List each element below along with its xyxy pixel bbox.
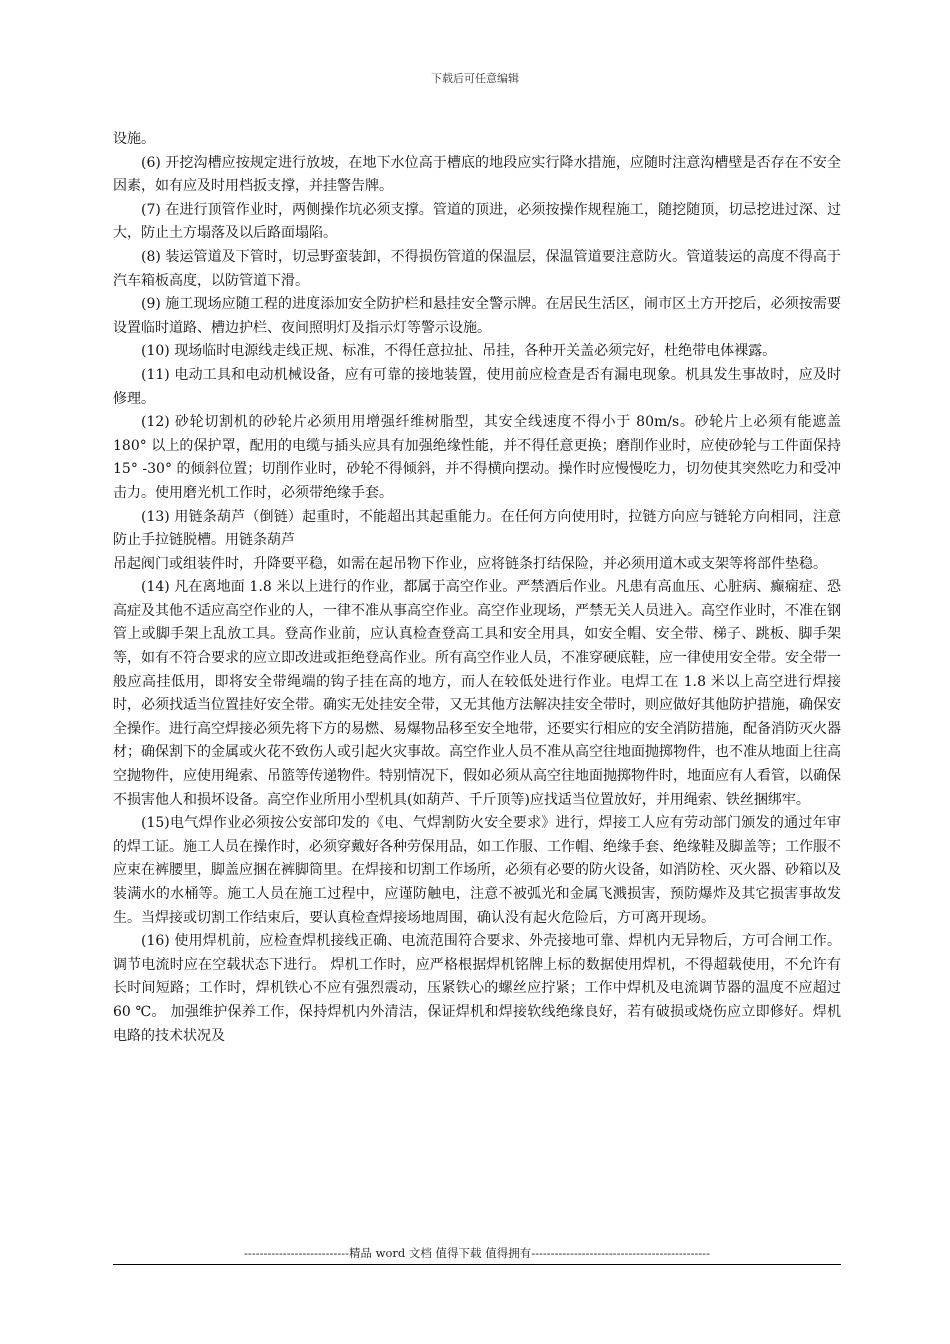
paragraph: (14) 凡在离地面 1.8 米以上进行的作业，都属于高空作业。严禁酒后作业。凡患有高血压、心脏病、癫痫症、恐高症及其他不适应高空作业的人，一律不准从事高空作业。高空作业现场，严禁无关人员进入。高空作业时，不准在钢管上或脚手架上乱放工具。登高作业前，应认真检查登高工具和安全用具，如安全帽、安全带、梯子、跳板、脚手架等，如有不符合要求的应立即改进或拒绝登高作业。所有高空作业人员，不准穿硬底鞋，应一律使用安全带。安全带一般应高挂低用，即将安全带绳端的钩子挂在高的地方，而人在较低处进行作业。电焊工在 1.8 米以上高空进行焊接时，必须找适当位置挂好安全带。确实无处挂安全带，又无其他方法解决挂安全带时，则应做好其他防护措施，确保安全操作。进行高空焊接必须先将下方的易燃、易爆物品移至安全地带，还要实行相应的安全消防措施，配备消防灭火器材；确保割下的金属或火花不致伤人或引起火灾事故。高空作业人员不准从高空往地面抛掷物件，也不准从地面上往高空抛物件，应使用绳索、吊篮等传递物件。特别情况下，假如必须从高空往地面抛掷物件时，地面应有人看管，以确保不损害他人和损坏设备。高空作业所用小型机具(如葫芦、千斤顶等)应找适当位置放好，并用绳索、铁丝捆绑牢。 <box>113 579 841 808</box>
paragraph: (11) 电动工具和电动机械设备，应有可靠的接地装置，使用前应检查是否有漏电现象。机具发生事故时，应及时修理。 <box>113 366 841 407</box>
paragraph: 设施。 <box>113 131 155 147</box>
paragraph: 吊起阀门或组装件时，升降要平稳，如需在起吊物下作业，应将链条打结保险，并必须用道木或支架等将部件垫稳。 <box>113 555 827 572</box>
paragraph: (12) 砂轮切割机的砂轮片必须用用增强纤维树脂型，其安全线速度不得小于 80m/s。砂轮片上必须有能遮盖 180° 以上的保护罩，配用的电缆与插头应具有加强绝缘性能，并不得任意更换；磨削作业时，应使砂轮与工件面保持 15° -30° 的倾斜位置；切削作业时，砂轮不得倾斜，并不得横向摆动。操作时应慢慢吃力，切勿使其突然吃力和受冲击力。使用磨光机工作时，必须带绝缘手套。 <box>113 414 841 501</box>
page-header: 下载后可任意编辑 <box>431 72 519 85</box>
document-body <box>113 128 841 1048</box>
paragraph: (15)电气焊作业必须按公安部印发的《电、气焊割防火安全要求》进行，焊接工人应有劳动部门颁发的通过年审的焊工证。施工人员在操作时，必须穿戴好各种劳保用品，如工作服、工作帽、绝缘手套、绝缘鞋及脚盖等；工作服不应束在裤腰里，脚盖应捆在裤脚筒里。在焊接和切割工作场所，必须有必要的防火设备，如消防栓、灭火器、砂箱以及装满水的水桶等。施工人员在施工过程中，应谨防触电，注意不被弧光和金属飞溅损害，预防爆炸及其它损害事故发生。当焊接或切割工作结束后，要认真检查焊接场地周围，确认没有起火危险后，方可离开现场。 <box>113 815 841 926</box>
paragraph: (6) 开挖沟槽应按规定进行放坡，在地下水位高于槽底的地段应实行降水措施，应随时注意沟槽壁是否存在不安全因素，如有应及时用档扳支撑，并挂警告牌。 <box>113 154 841 195</box>
paragraph: (8) 装运管道及下管时，切忌野蛮装卸，不得损伤管道的保温层，保温管道要注意防火。管道装运的高度不得高于汽车箱板高度，以防管道下滑。 <box>113 248 841 289</box>
page-footer: ---------------------------精品 word 文档 值得下载 值得拥有---------------------------------------------- <box>244 1246 710 1260</box>
footer-divider <box>113 1264 841 1265</box>
paragraph: (13) 用链条葫芦（倒链）起重时，不能超出其起重能力。在任何方向使用时，拉链方向应与链轮方向相同，注意防止手拉链脱槽。用链条葫芦 <box>113 508 841 549</box>
paragraph: (16) 使用焊机前，应检查焊机接线正确、电流范围符合要求、外壳接地可靠、焊机内无异物后，方可合闸工作。调节电流时应在空载状态下进行。 焊机工作时，应严格根据焊机铭牌上标的数据使用焊机，不得超载使用，不允许有长时间短路；工作时，焊机铁心不应有强烈震动，压紧铁心的螺丝应拧紧；工作中焊机及电流调节器的温度不应超过 60 ℃。 加强维护保养工作，保持焊机内外清洁，保证焊机和焊接软线绝缘良好，若有破损或烧伤应立即修好。焊机电路的技术状况及 <box>113 933 841 1044</box>
paragraph: (9) 施工现场应随工程的进度添加安全防护栏和悬挂安全警示牌。在居民生活区，闹市区土方开挖后，必须按需要设置临时道路、槽边护栏、夜间照明灯及指示灯等警示设施。 <box>113 296 841 336</box>
paragraph: (7) 在进行顶管作业时，两侧操作坑必须支撑。管道的顶进，必须按操作规程施工，随挖随顶，切忌挖进过深、过大，防止土方塌落及以后路面塌陷。 <box>113 201 841 242</box>
paragraph: (10) 现场临时电源线走线正规、标准，不得任意拉扯、吊挂，各种开关盖必须完好，杜绝带电体裸露。 <box>141 343 777 360</box>
